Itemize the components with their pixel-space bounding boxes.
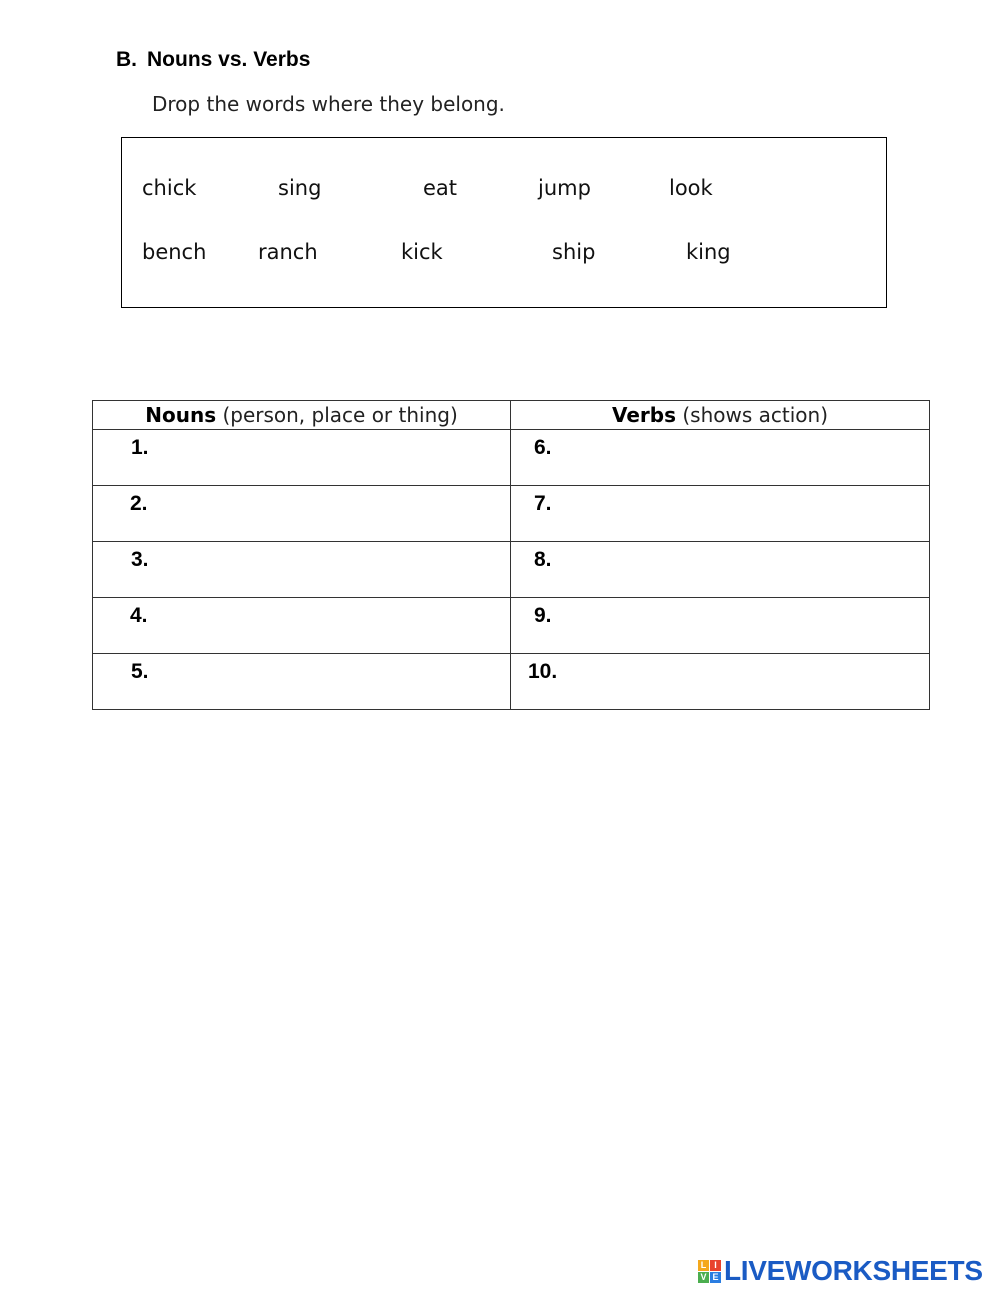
word-bank xyxy=(121,137,887,308)
answer-number: 5. xyxy=(131,660,149,683)
table-row xyxy=(93,598,930,654)
verb-drop-zone-10[interactable] xyxy=(591,660,919,700)
logo-tile: I xyxy=(710,1260,721,1271)
nouns-header-bold: Nouns xyxy=(145,403,217,427)
verb-answer-cell-8[interactable] xyxy=(511,542,930,598)
answer-number: 9. xyxy=(534,604,552,627)
verb-drop-zone-8[interactable] xyxy=(591,548,919,588)
section-letter: B. xyxy=(116,48,137,71)
liveworksheets-brand xyxy=(698,1256,983,1286)
verb-answer-cell-9[interactable] xyxy=(511,598,930,654)
answer-number: 1. xyxy=(131,436,149,459)
noun-drop-zone-4[interactable] xyxy=(173,604,500,644)
table-row xyxy=(93,430,930,486)
noun-drop-zone-2[interactable] xyxy=(173,492,500,532)
logo-tile: L xyxy=(698,1260,709,1271)
verb-drop-zone-6[interactable] xyxy=(591,436,919,476)
word-eat[interactable]: eat xyxy=(423,176,458,200)
noun-drop-zone-3[interactable] xyxy=(173,548,500,588)
word-ranch[interactable]: ranch xyxy=(258,240,318,264)
answer-number: 3. xyxy=(131,548,149,571)
brand-name: LIVEWORKSHEETS xyxy=(724,1255,983,1286)
verbs-header-desc: (shows action) xyxy=(676,403,829,427)
verbs-column-header xyxy=(511,401,930,430)
section-heading xyxy=(116,48,310,72)
table-row xyxy=(93,542,930,598)
answer-number: 6. xyxy=(534,436,552,459)
word-look[interactable]: look xyxy=(669,176,713,200)
verb-drop-zone-7[interactable] xyxy=(591,492,919,532)
word-bench[interactable]: bench xyxy=(142,240,207,264)
word-king[interactable]: king xyxy=(686,240,731,264)
verb-answer-cell-6[interactable] xyxy=(511,430,930,486)
liveworksheets-logo-icon xyxy=(698,1260,721,1283)
answer-number: 4. xyxy=(130,604,148,627)
answer-number: 2. xyxy=(130,492,148,515)
verb-answer-cell-7[interactable] xyxy=(511,486,930,542)
noun-answer-cell-1[interactable] xyxy=(93,430,511,486)
word-kick[interactable]: kick xyxy=(401,240,443,264)
table-row xyxy=(93,486,930,542)
answer-number: 7. xyxy=(534,492,552,515)
answer-number: 8. xyxy=(534,548,552,571)
word-jump[interactable]: jump xyxy=(538,176,591,200)
word-chick[interactable]: chick xyxy=(142,176,197,200)
answer-number: 10. xyxy=(528,660,558,683)
nouns-column-header xyxy=(93,401,511,430)
logo-tile: E xyxy=(710,1272,721,1283)
noun-answer-cell-2[interactable] xyxy=(93,486,511,542)
noun-drop-zone-5[interactable] xyxy=(173,660,500,700)
word-ship[interactable]: ship xyxy=(552,240,596,264)
instruction-text: Drop the words where they belong. xyxy=(152,92,505,116)
verb-answer-cell-10[interactable] xyxy=(511,654,930,710)
logo-tile: V xyxy=(698,1272,709,1283)
word-sing[interactable]: sing xyxy=(278,176,322,200)
noun-answer-cell-5[interactable] xyxy=(93,654,511,710)
noun-drop-zone-1[interactable] xyxy=(173,436,500,476)
section-title: Nouns vs. Verbs xyxy=(147,48,311,71)
sorting-table xyxy=(92,400,930,710)
noun-answer-cell-4[interactable] xyxy=(93,598,511,654)
noun-answer-cell-3[interactable] xyxy=(93,542,511,598)
verbs-header-bold: Verbs xyxy=(611,403,677,427)
table-row xyxy=(93,654,930,710)
verb-drop-zone-9[interactable] xyxy=(591,604,919,644)
nouns-header-desc: (person, place or thing) xyxy=(216,403,458,427)
